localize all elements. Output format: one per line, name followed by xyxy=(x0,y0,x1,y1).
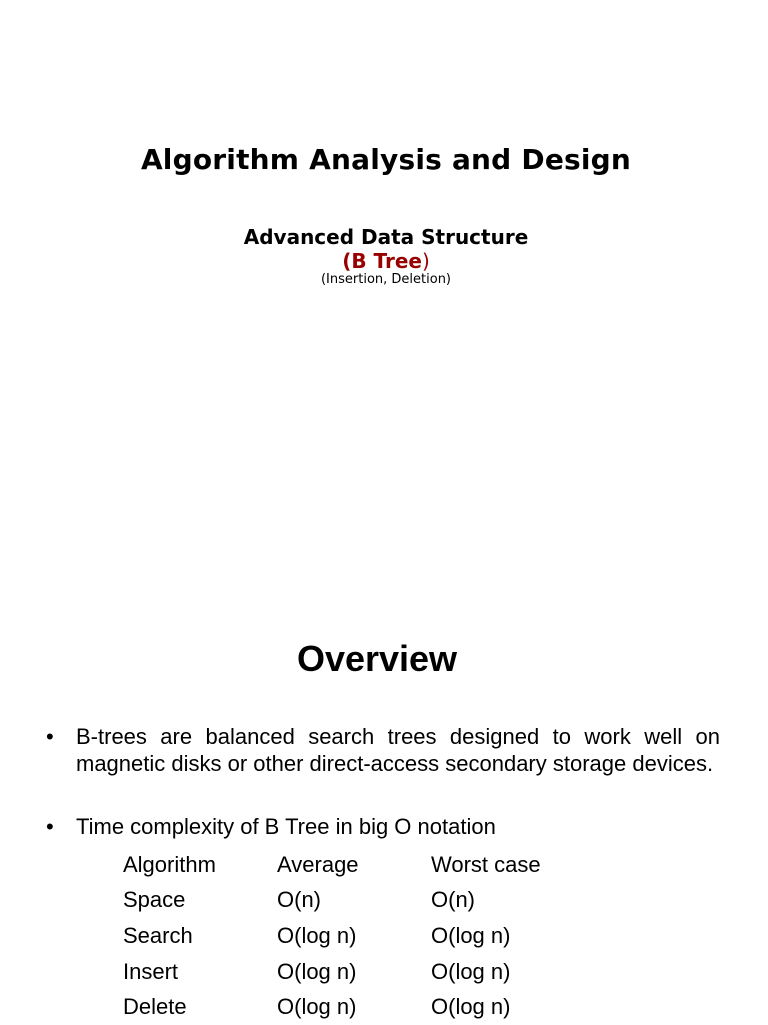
table-row xyxy=(123,918,591,954)
table-cell: O(log n) xyxy=(431,922,511,948)
table-header-cell: Algorithm xyxy=(123,851,216,877)
slide-subtitle: Advanced Data Structure xyxy=(243,225,529,249)
table-row xyxy=(123,989,591,1025)
bullet-item xyxy=(46,723,720,777)
overview-title: Overview xyxy=(296,638,458,679)
table-row xyxy=(123,883,591,919)
table-header-cell: Average xyxy=(277,851,359,877)
table-cell: Delete xyxy=(123,994,187,1020)
topic-title-text: (B Tree xyxy=(342,249,422,273)
table-row xyxy=(123,954,591,990)
bullet-text: Time complexity of B Tree in big O notation xyxy=(76,814,496,839)
table-header-cell: Worst case xyxy=(431,851,541,877)
operations-note: (Insertion, Deletion) xyxy=(320,272,452,287)
table-cell: O(log n) xyxy=(431,958,511,984)
slide-title: Algorithm Analysis and Design xyxy=(140,143,632,176)
topic-title-close: ) xyxy=(421,249,430,273)
bullet-icon: • xyxy=(46,724,54,749)
table-cell: O(log n) xyxy=(277,922,357,948)
topic-title xyxy=(0,249,768,273)
table-cell: Space xyxy=(123,887,186,913)
bullet-item xyxy=(46,813,720,840)
table-header-row xyxy=(123,847,591,883)
bullet-icon: • xyxy=(46,814,54,839)
table-cell: Insert xyxy=(123,958,179,984)
table-cell: O(log n) xyxy=(277,994,357,1020)
bullet-text: B-trees are balanced search trees designed to work well on magnetic disks or other direct-access secondary storage devices. xyxy=(76,724,720,776)
table-cell: O(log n) xyxy=(277,958,357,984)
table-cell: Search xyxy=(123,922,193,948)
table-cell: O(log n) xyxy=(431,994,511,1020)
overview-slide xyxy=(0,576,768,1024)
complexity-table xyxy=(123,847,591,1025)
table-cell: O(n) xyxy=(431,887,475,913)
table-cell: O(n) xyxy=(277,887,321,913)
